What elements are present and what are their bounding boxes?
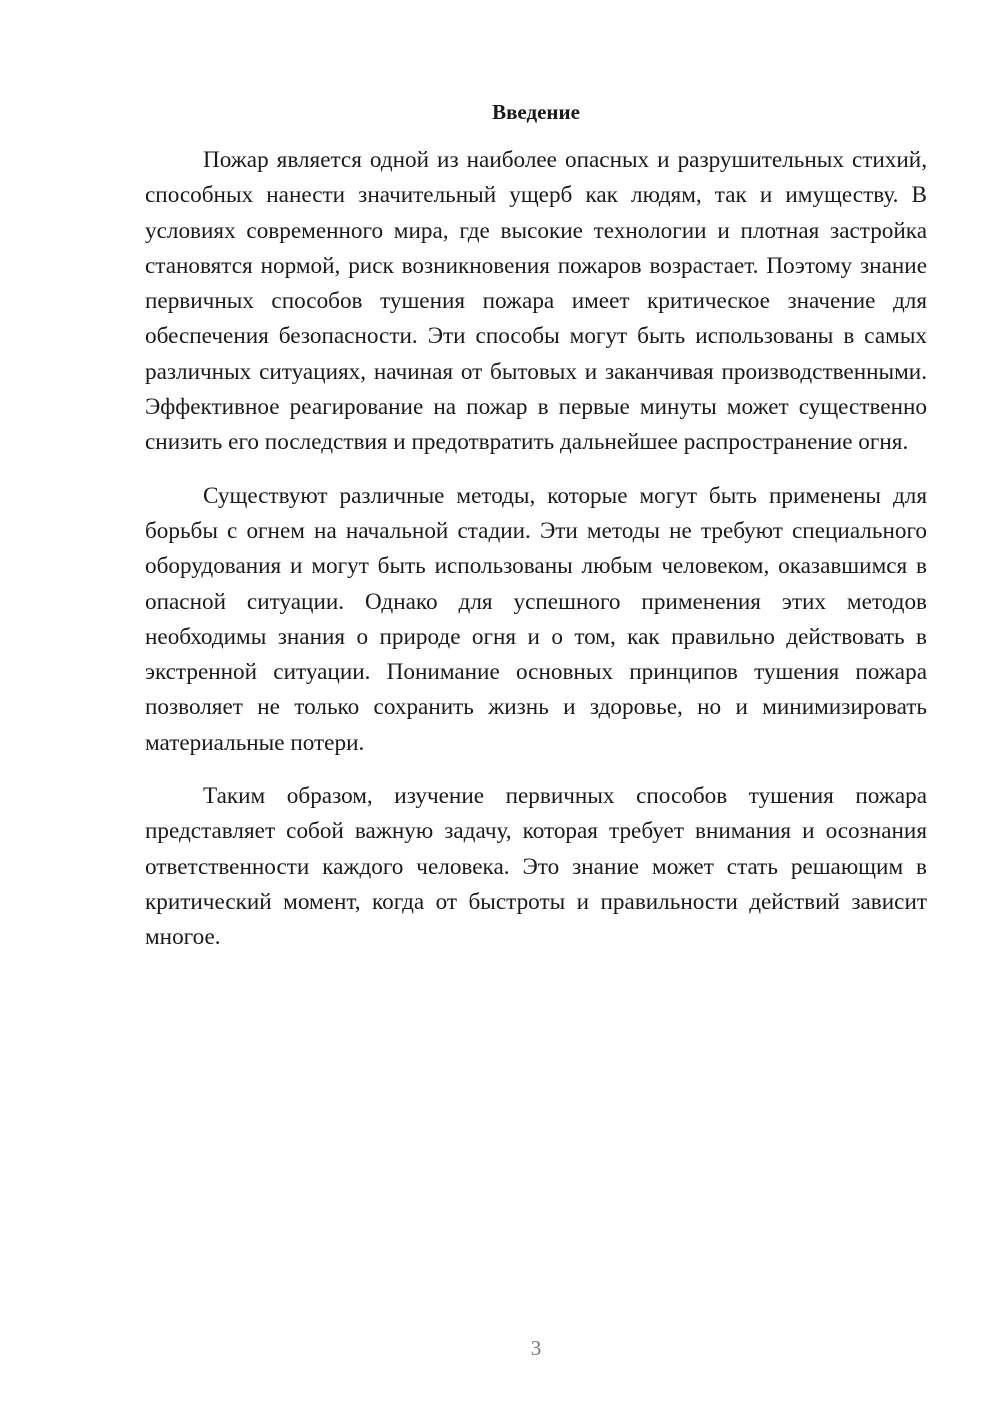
document-body — [145, 143, 927, 956]
page-title: Введение — [492, 100, 580, 124]
paragraph-intro: Пожар является одной из наиболее опасных и разрушительных стихий, способных нанести значительный ущерб как людям, так и имуществу. В условиях современного мира, где высокие технологии и плотная застройка становятся нормой, риск возникновения пожаров возрастает. Поэтому знание первичных способов тушения пожара имеет критическое значение для обеспечения безопасности. Эти способы могут быть использованы в самых различных ситуациях, начиная от бытовых и заканчивая производственными. Эффективное реагирование на пожар в первые минуты может существенно снизить его последствия и предотвратить дальнейшее распространение огня. — [145, 147, 927, 456]
page-number: 3 — [530, 1336, 542, 1360]
paragraph-conclusion: Таким образом, изучение первичных способов тушения пожара представляет собой важную задачу, которая требует внимания и осознания ответственности каждого человека. Это знание может стать решающим в критический момент, когда от быстроты и правильности действий зависит многое. — [145, 783, 927, 951]
paragraph-methods: Существуют различные методы, которые могут быть применены для борьбы с огнем на начальной стадии. Эти методы не требуют специального оборудования и могут быть использованы любым человеком, оказавшимся в опасной ситуации. Однако для успешного применения этих методов необходимы знания о природе огня и о том, как правильно действовать в экстренной ситуации. Понимание основных принципов тушения пожара позволяет не только сохранить жизнь и здоровье, но и минимизировать материальные потери. — [145, 482, 927, 756]
